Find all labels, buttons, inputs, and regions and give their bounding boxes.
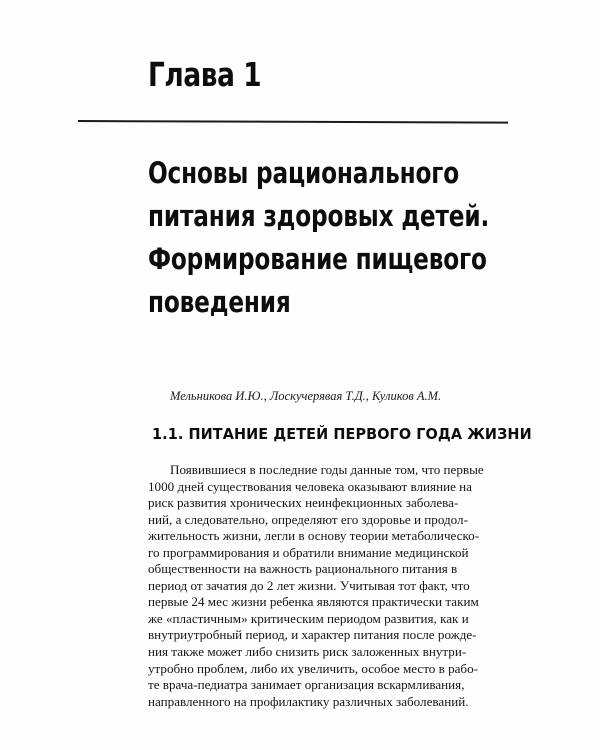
authors-line: Мельникова И.Ю., Лоскучерявая Т.Д., Куликов А.М.: [170, 389, 442, 403]
body-paragraph: [148, 462, 490, 710]
chapter-title: [148, 152, 492, 324]
body-line: общественности на важность рационального питания в: [148, 561, 458, 577]
body-line-text: Появившиеся в последние годы данные том, что первые: [170, 462, 484, 477]
body-line: го программирования и обратили внимание медицинской: [148, 544, 469, 560]
chapter-divider-rule: [78, 120, 508, 124]
body-line: ний, а следовательно, определяют его здоровье и продол-: [148, 511, 468, 527]
body-line: те врача-педиатра занимает организация вскармливания,: [148, 677, 465, 693]
chapter-title-line: поведения: [148, 285, 291, 319]
section-heading: 1.1. ПИТАНИЕ ДЕТЕЙ ПЕРВОГО ГОДА ЖИЗНИ: [152, 425, 532, 443]
chapter-title-line: питания здоровых детей.: [148, 199, 490, 233]
body-line: первые 24 мес жизни ребенка являются практически таким: [148, 594, 479, 610]
body-line: ния также может либо снизить риск заложенных внутри-: [148, 644, 467, 660]
body-line-first: [148, 462, 490, 479]
body-line: же «пластичным» критическим периодом развития, как и: [148, 610, 469, 626]
chapter-title-line: Основы рационального: [148, 156, 460, 190]
body-line: внутриутробный период, и характер питания после рожде-: [148, 627, 477, 643]
chapter-label: Глава 1: [148, 55, 262, 94]
chapter-title-line: Формирование пищевого: [148, 242, 487, 276]
body-line: период от зачатия до 2 лет жизни. Учитывая тот факт, что: [148, 577, 470, 593]
body-line: утробно проблем, либо их увеличить, особое место в рабо-: [148, 660, 478, 676]
body-line: риск развития хронических неинфекционных заболева-: [148, 495, 459, 511]
body-line: 1000 дней существования человека оказывают влияние на: [148, 478, 472, 494]
body-line: направленного на профилактику различных заболеваний.: [148, 693, 469, 709]
body-line: жительность жизни, легли в основу теории метаболическо-: [148, 528, 480, 544]
